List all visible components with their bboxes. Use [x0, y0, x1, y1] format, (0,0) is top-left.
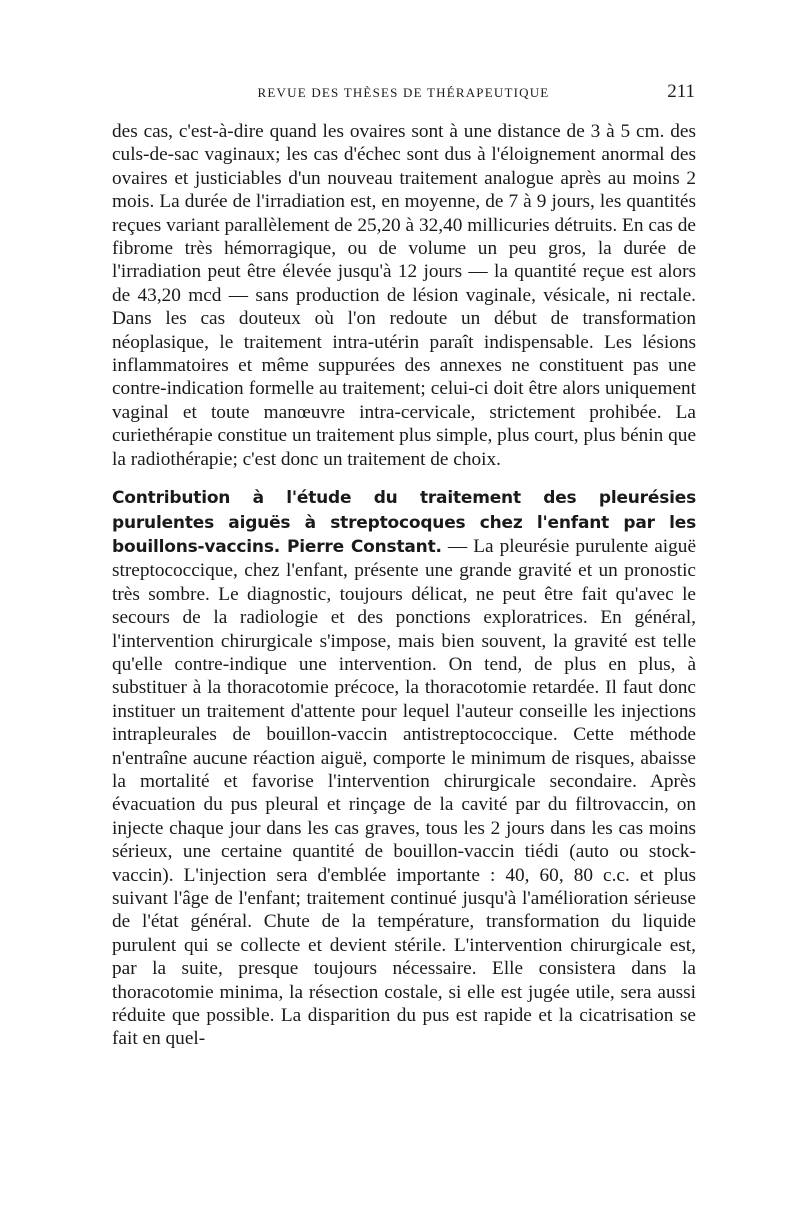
running-title: REVUE DES THÈSES DE THÉRAPEUTIQUE — [257, 85, 550, 100]
paragraph-thesis-entry — [112, 486, 696, 1051]
article-body-text: — La pleurésie purulente aiguë streptococcique, chez l'enfant, présente une grande gravité et un pronostic très sombre. Le diagnostic, toujours délicat, ne peut être fait qu'avec le secours de la radiologie et des ponctions exploratrices. En général, l'intervention chirurgicale s'impose, mais bien souvent, la gravité est telle qu'elle contre-indique une intervention. On tend, de plus en plus, à substituer à la thoracotomie précoce, la thoracotomie retardée. Il faut donc instituer un traitement d'attente pour lequel l'auteur conseille les injections intrapleurales de bouillon-vaccin antistreptococcique. Cette méthode n'entraîne aucune réaction aiguë, comporte le minimum de risques, abaisse la mortalité et favorise l'intervention chirurgicale secondaire. Après évacuation du pus pleural et rinçage de la cavité par du filtrovaccin, on injecte chaque jour dans les cas graves, tous les 2 jours dans les cas moins sérieux, une certaine quantité de bouillon-vaccin tiédi (auto ou stock-vaccin). L'injection sera d'emblée importante : 40, 60, 80 c.c. et plus suivant l'âge de l'enfant; traitement continué jusqu'à l'amélioration sérieuse de l'état général. Chute de la température, transformation du liquide purulent qui se collecte et devient stérile. L'intervention chirurgicale est, par la suite, presque toujours nécessaire. Elle consistera dans la thoracotomie minima, la résection costale, si elle est jugée utile, sera aussi réduite que possible. La disparition du pus est rapide et la cicatrisation se fait en quel- — [112, 535, 696, 1050]
page-body — [112, 120, 696, 1051]
paragraph-continued: des cas, c'est-à-dire quand les ovaires sont à une distance de 3 à 5 cm. des culs-de-sac vaginaux; les cas d'échec sont dus à l'éloignement anormal des ovaires et justiciables d'un nouveau traitement analogue après au moins 2 mois. La durée de l'irradiation est, en moyenne, de 7 à 9 jours, les quantités reçues variant parallèlement de 25,20 à 32,40 millicuries détruits. En cas de fibrome très hémorragique, ou de volume un peu gros, la durée de l'irradiation peut être élevée jusqu'à 12 jours — la quantité reçue est alors de 43,20 mcd — sans production de lésion vaginale, vésicale, ni rectale. Dans les cas douteux où l'on redoute un début de transformation néoplasique, le traitement intra-utérin paraît indispensable. Les lésions inflammatoires et même suppurées des annexes ne constituent pas une contre-indication formelle au traitement; celui-ci doit être alors uniquement vaginal et toute manœuvre intra-cervicale, strictement prohibée. La curiethérapie constitue un traitement plus simple, plus court, plus bénin que la radiothérapie; c'est donc un traitement de choix. — [112, 121, 696, 470]
article-heading: Contribution à l'étude du traitement des pleurésies purulentes aiguës à streptocoques chez l'enfant par les bouillons-vaccins. Pierre Constant. — [112, 488, 696, 557]
running-header — [112, 83, 695, 103]
page-number: 211 — [667, 81, 695, 102]
